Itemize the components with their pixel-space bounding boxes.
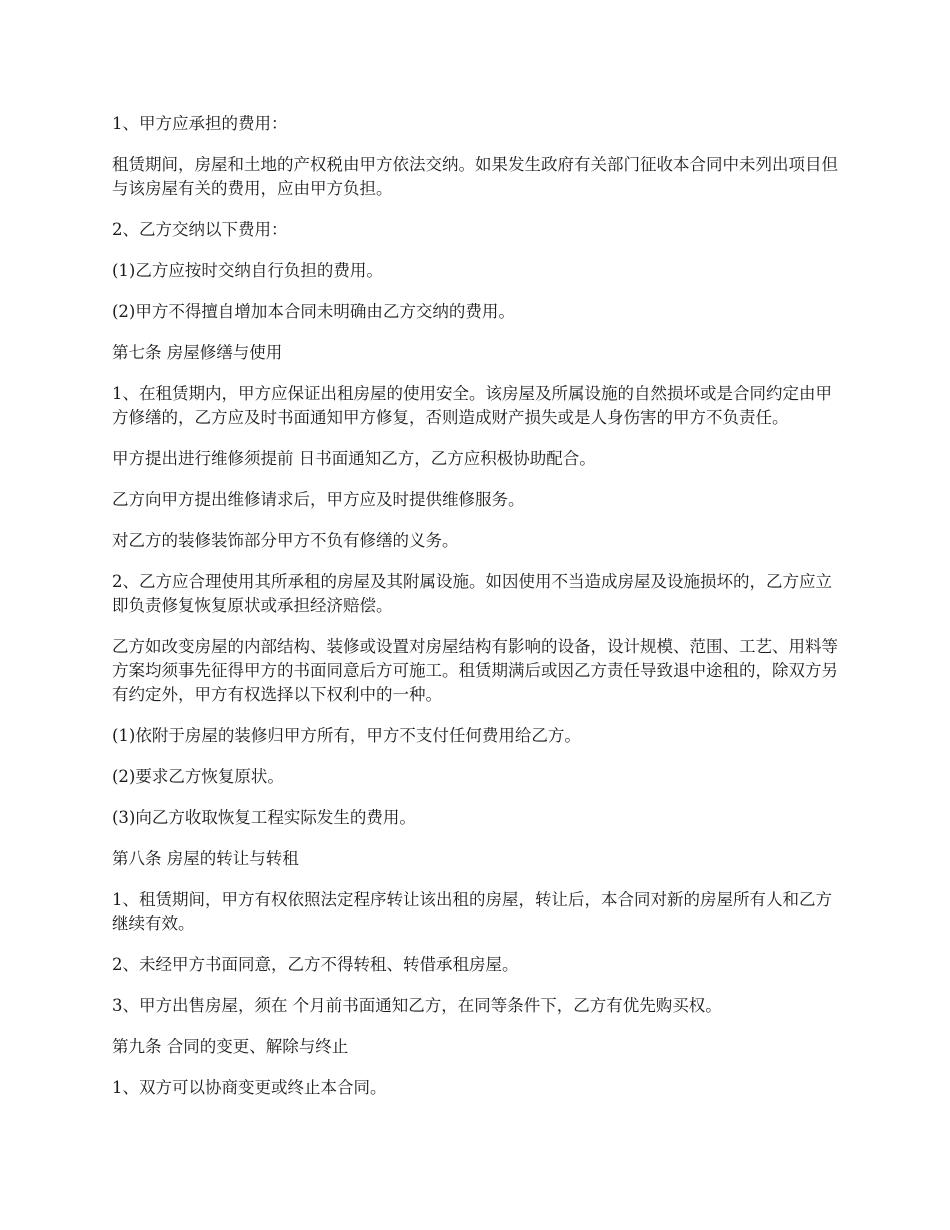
article-7-title: 第七条 房屋修缮与使用: [112, 343, 283, 362]
article-7-clause-2: 2、乙方应合理使用其所承租的房屋及其附属设施。如因使用不当造成房屋及设施损坏的，乙方应立即负责修复恢复原状或承担经济赔偿。: [112, 572, 832, 615]
article-7-repair-request: 乙方向甲方提出维修请求后，甲方应及时提供维修服务。: [112, 490, 525, 509]
article-7-repair-notice: 甲方提出进行维修须提前 日书面通知乙方，乙方应积极协助配合。: [112, 449, 596, 468]
article-7-decoration: 对乙方的装修装饰部分甲方不负有修缮的义务。: [112, 531, 459, 550]
article-8-title: 第八条 房屋的转让与转租: [112, 849, 299, 868]
fee-party-a-heading: 1、甲方应承担的费用：: [112, 114, 288, 133]
article-8-clause-3: 3、甲方出售房屋，须在 个月前书面通知乙方，在同等条件下，乙方有优先购买权。: [112, 996, 722, 1015]
fee-party-b-item-2: (2)甲方不得擅自增加本合同未明确由乙方交纳的费用。: [112, 302, 515, 321]
article-7-option-1: (1)依附于房屋的装修归甲方所有，甲方不支付任何费用给乙方。: [112, 726, 581, 745]
fee-party-b-item-1: (1)乙方应按时交纳自行负担的费用。: [112, 261, 383, 280]
article-8-clause-2: 2、未经甲方书面同意，乙方不得转租、转借承租房屋。: [112, 955, 519, 974]
article-7-alteration: 乙方如改变房屋的内部结构、装修或设置对房屋结构有影响的设备，设计规模、范围、工艺、用料等方案均须事先征得甲方的书面同意后方可施工。租赁期满后或因乙方责任导致退中途租的，除双方另有约定外，甲方有权选择以下权利中的一种。: [112, 637, 838, 704]
article-9-title: 第九条 合同的变更、解除与终止: [112, 1037, 349, 1056]
article-7-option-3: (3)向乙方收取恢复工程实际发生的费用。: [112, 808, 416, 827]
article-7-clause-1: 1、在租赁期内，甲方应保证出租房屋的使用安全。该房屋及所属设施的自然损坏或是合同约定由甲方修缮的，乙方应及时书面通知甲方修复，否则造成财产损失或是人身伤害的甲方不负责任。: [112, 384, 832, 427]
fee-party-b-heading: 2、乙方交纳以下费用：: [112, 220, 288, 239]
article-8-clause-1: 1、租赁期间，甲方有权依照法定程序转让该出租的房屋，转让后，本合同对新的房屋所有人和乙方继续有效。: [112, 890, 832, 933]
article-7-option-2: (2)要求乙方恢复原状。: [112, 767, 284, 786]
article-9-clause-1: 1、双方可以协商变更或终止本合同。: [112, 1078, 387, 1097]
fee-party-a-text: 租赁期间，房屋和土地的产权税由甲方依法交纳。如果发生政府有关部门征收本合同中未列出项目但与该房屋有关的费用，应由甲方负担。: [112, 155, 838, 198]
document-body: [112, 112, 840, 1117]
